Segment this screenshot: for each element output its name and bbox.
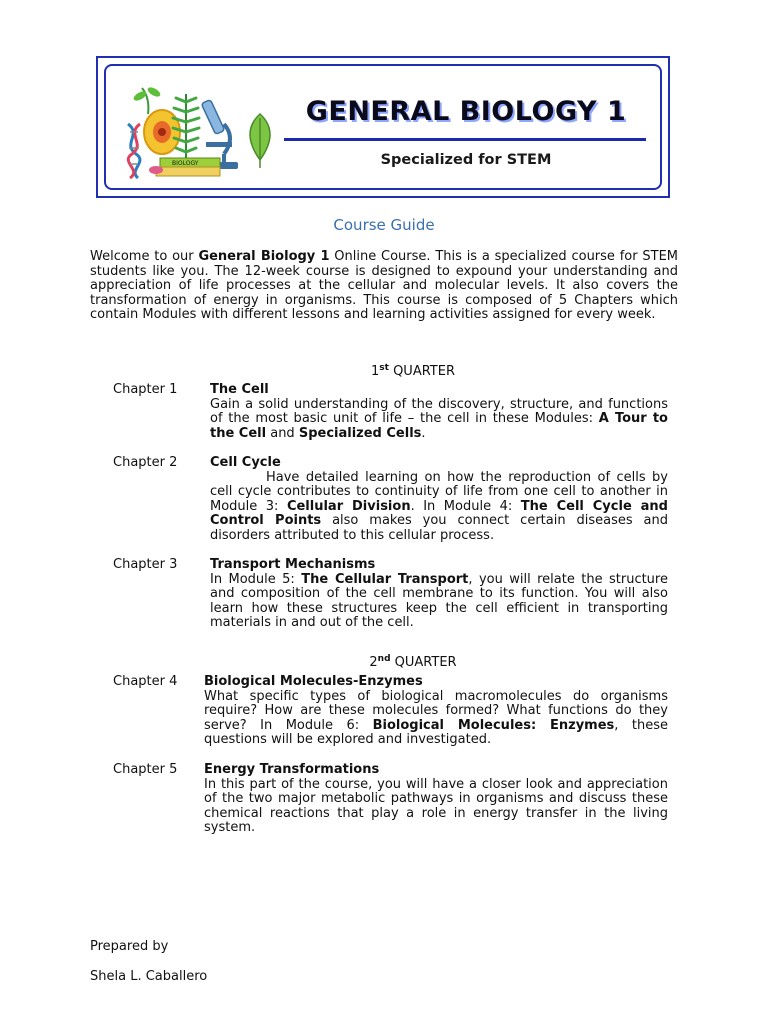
- title-banner-inner-frame: [104, 64, 662, 190]
- author-name: Shela L. Caballero: [90, 969, 208, 984]
- svg-text:BIOLOGY: BIOLOGY: [172, 160, 199, 167]
- quarter-heading-1: 1st QUARTER: [370, 363, 455, 379]
- biology-illustration: [120, 84, 280, 180]
- chapter-label: Chapter 5: [113, 762, 178, 777]
- chapter-title: Energy Transformations: [204, 762, 380, 777]
- course-guide-heading: Course Guide: [333, 216, 435, 234]
- chapter-label: Chapter 4: [113, 674, 178, 689]
- chapter-title: Biological Molecules-Enzymes: [204, 674, 423, 689]
- chapter-title: The Cell: [210, 382, 269, 397]
- chapter-title: Cell Cycle: [210, 455, 281, 470]
- chapter-1-body: The Cell Gain a solid understanding of the discovery, structure, and functions of the most basic unit of life – the cell in these Modules: A Tour to the Cell and Specialized Cells.: [210, 382, 668, 441]
- cell-icon: [144, 110, 180, 154]
- chapter-label: Chapter 2: [113, 455, 178, 470]
- chapter-label: Chapter 1: [113, 382, 178, 397]
- chapter-3-body: Transport Mechanisms In Module 5: The Cellular Transport, you will relate the structure and composition of the cell membrane to its function. You will also learn how these structures keep the cell efficient in transporting materials in and out of the cell.: [210, 557, 668, 631]
- title-underline: [284, 138, 646, 141]
- fern-icon: [173, 94, 199, 162]
- chapter-label: Chapter 3: [113, 557, 178, 572]
- title-banner: [96, 56, 670, 198]
- quarter-heading-2: 2nd QUARTER: [369, 654, 457, 670]
- leaf-icon: [250, 114, 270, 168]
- chapter-4-body: Biological Molecules-Enzymes What specific types of biological macromolecules do organisms require? How are these molecules formed? What functions do they serve? In Module 6: Biological Molecules: Enzymes, these questions will be explored and investigated.: [204, 674, 669, 748]
- books-icon: [149, 158, 220, 176]
- dna-icon: [128, 124, 140, 178]
- prepared-by-label: Prepared by: [90, 939, 169, 954]
- chapter-5-body: Energy Transformations In this part of the course, you will have a closer look and appreciation of the two major metabolic pathways in organisms and discuss these chemical reactions that play a role in energy transfer in the living system.: [204, 762, 668, 836]
- chapter-title: Transport Mechanisms: [210, 557, 376, 572]
- course-title: GENERAL BIOLOGY 1: [305, 96, 627, 127]
- intro-paragraph: Welcome to our General Biology 1 Online Course. This is a specialized course for STEM students like you. The 12-week course is designed to expound your understanding and appreciation of life processes at the cellular and molecular levels. It also covers the transformation of energy in organisms. This course is composed of 5 Chapters which contain Modules with different lessons and learning activities assigned for every week.: [90, 249, 678, 323]
- course-subtitle: Specialized for STEM: [380, 152, 552, 168]
- chapter-2-body: Cell Cycle Have detailed learning on how the reproduction of cells by cell cycle contributes to continuity of life from one cell to another in Module 3: Cellular Division. In Module 4: The Cell Cycle and Control Points also makes you connect certain diseases and disorders attributed to this cellular process.: [210, 455, 668, 543]
